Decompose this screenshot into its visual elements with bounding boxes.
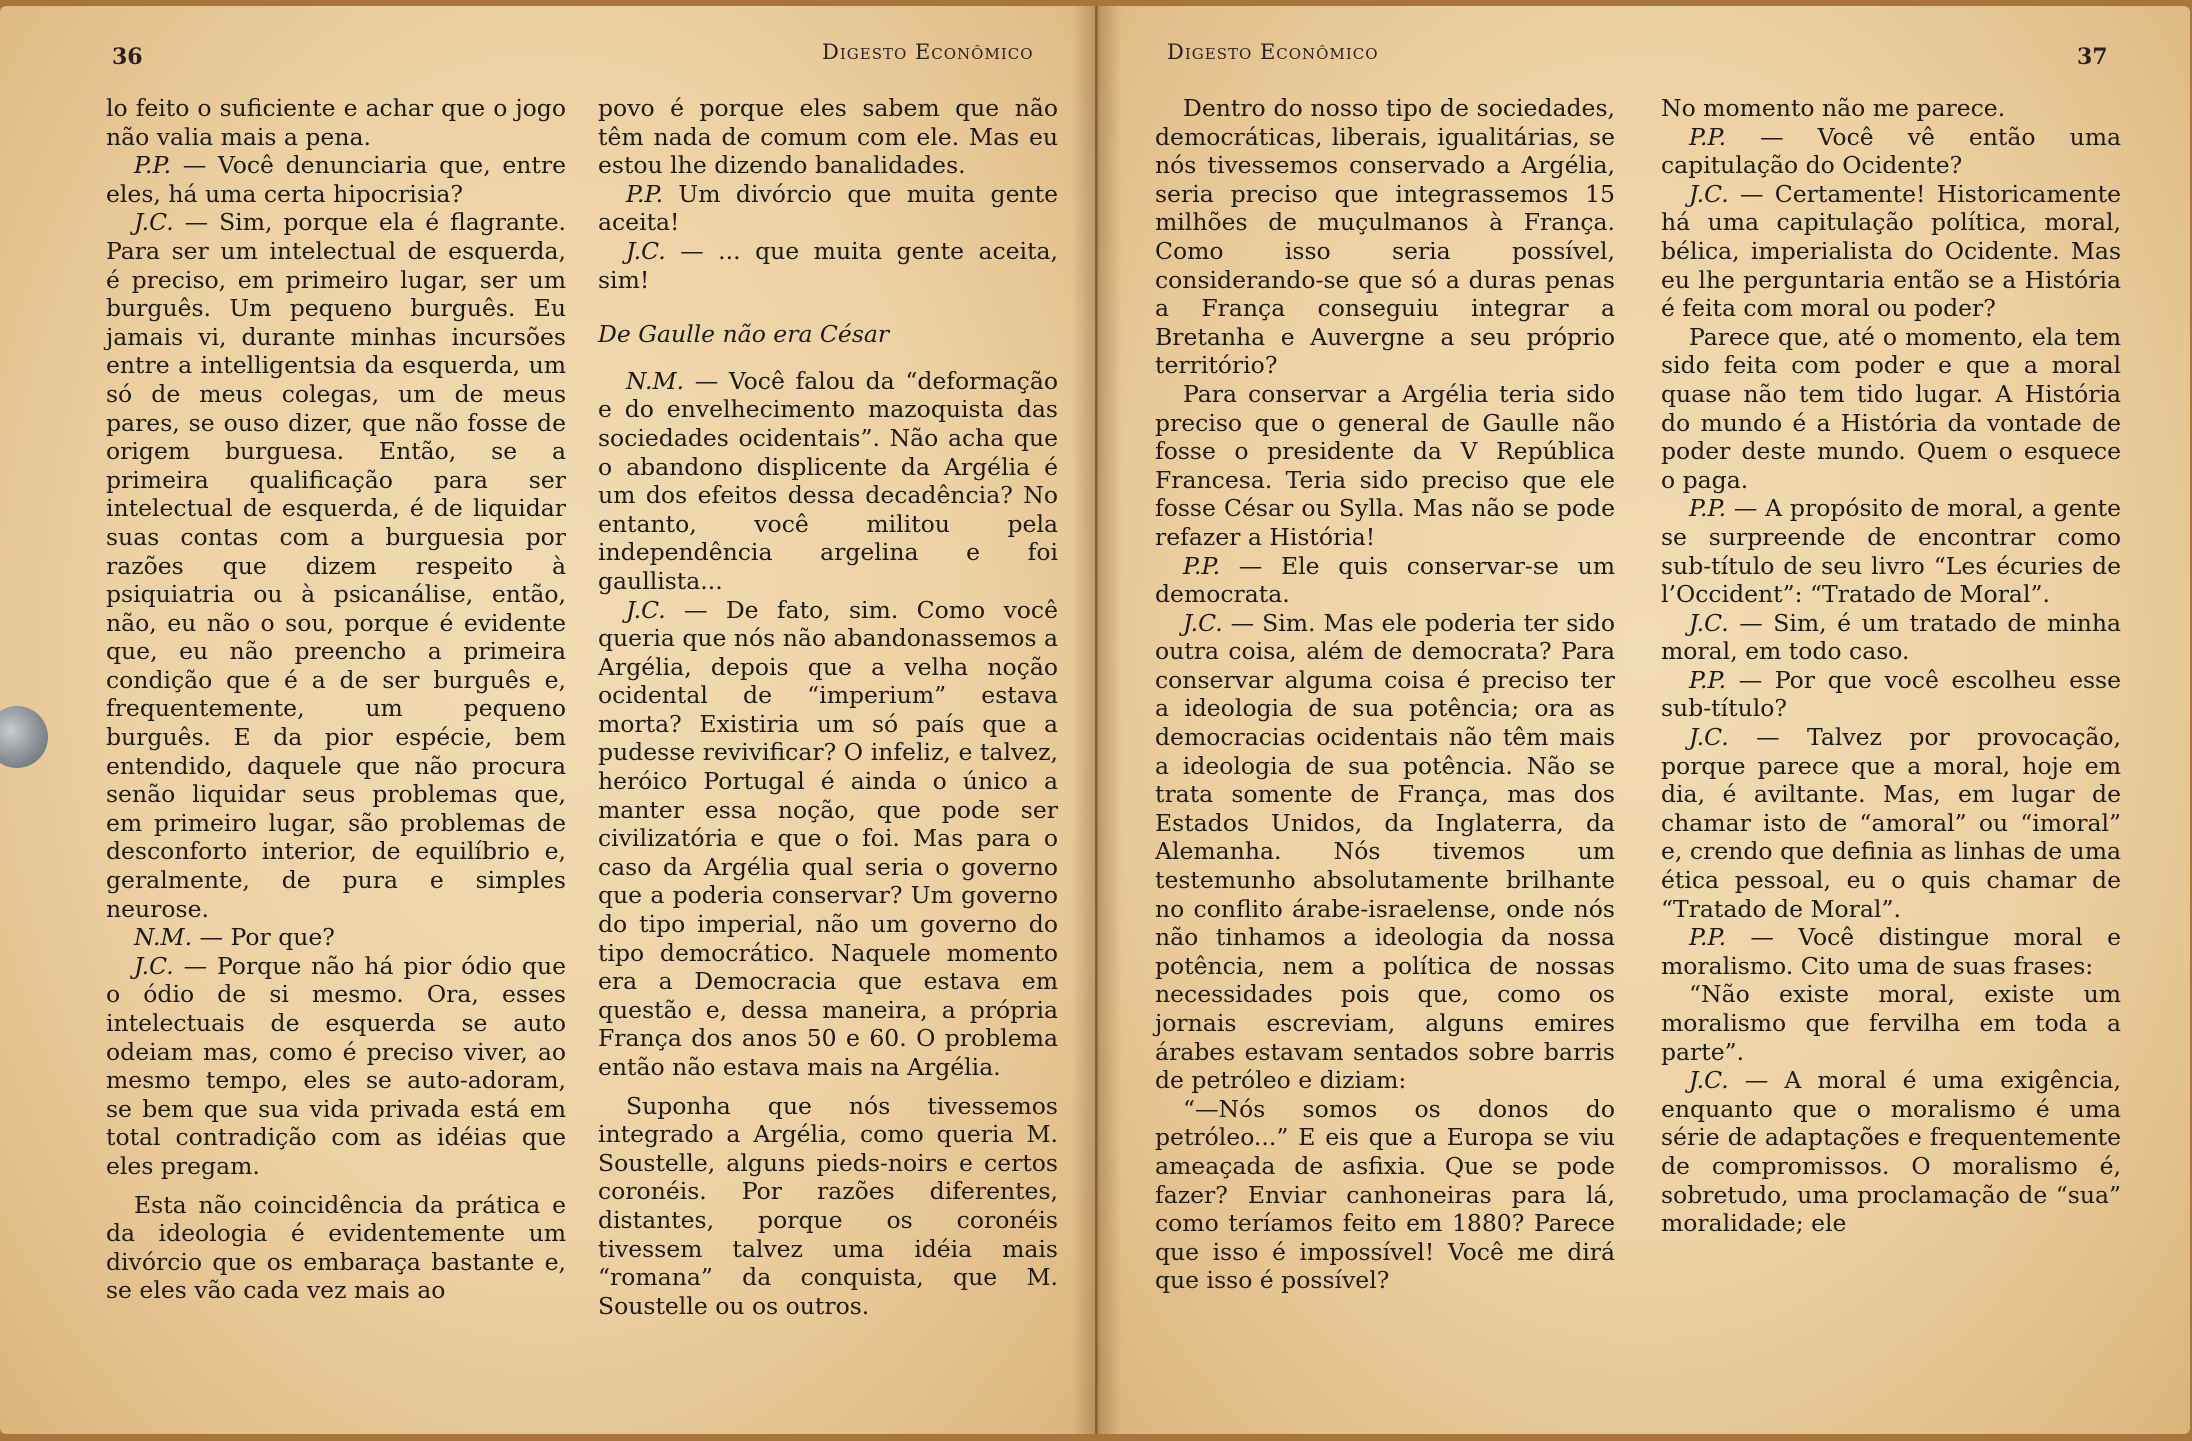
paragraph: [1155, 94, 1615, 380]
paragraph: [1661, 666, 2121, 723]
paragraph: [106, 208, 566, 923]
paragraph: [1155, 552, 1615, 609]
paragraph-text: — Sim, porque ela é flagrante. Para ser um intelectual de esquerda, é preciso, em primeiro lugar, ser um burguês. Um pequeno burguês. Eu jamais vi, durante minhas incursões entre a intelligentsia da esquerda, um só de meus colegas, um de meus pares, se ouso dizer, que não fosse de origem burguesa. Então, se a primeira qualificação para ser intelectual de esquerda, é de liquidar suas contas com a burguesia por razões que dizem respeito à psiquiatria ou à psicanálise, então, não, eu não o sou, porque é evidente que, eu não preencho a primeira condição que é a de ser burguês e, frequentemente, um pequeno burguês. E da pior espécie, bem entendido, daquele que não procura senão liquidar seus problemas que, em primeiro lugar, são problemas de desconforto interior, de equilíbrio e, geralmente, de pura e simples neurose.: [106, 208, 566, 923]
paragraph: [1155, 380, 1615, 552]
page-number-left: 36: [112, 44, 143, 70]
paragraph: [1661, 723, 2121, 923]
paragraph-text: povo é porque eles sabem que não têm nada de comum com ele. Mas eu estou lhe dizendo banalidades.: [598, 94, 1058, 180]
paragraph-text: Parece que, até o momento, ela tem sido feita com poder e que a moral quase não tem tido lugar. A História do mundo é a História da vontade de poder deste mundo. Quem o esquece o paga.: [1661, 322, 2121, 494]
paragraph-text: — Certamente! Historicamente há uma capitulação política, moral, bélica, imperialista do Ocidente. Mas eu lhe perguntaria então se a História é feita com moral ou poder?: [1661, 179, 2121, 323]
paragraph-text: Para conservar a Argélia teria sido preciso que o general de Gaulle não fosse o presidente da V República Francesa. Teria sido preciso que ele fosse César ou Sylla. Mas não se pode refazer a História!: [1155, 379, 1615, 551]
paragraph: [106, 94, 566, 151]
speaker-initials: P.P.: [626, 179, 664, 208]
paragraph-text: — Por que?: [192, 923, 335, 952]
paragraph-text: — Você vê então uma capitulação do Ocidente?: [1661, 122, 2121, 180]
paragraph-text: — A moral é uma exigência, enquanto que o moralismo é uma série de adaptações e frequentemente de compromissos. O moralismo é, sobretudo, uma proclamação de “sua” moralidade; ele: [1661, 1066, 2121, 1238]
paragraph: [1661, 494, 2121, 608]
paragraph-text: — Talvez por provocação, porque parece que a moral, hoje em dia, é aviltante. Mas, em lugar de chamar isto de “amoral” ou “imoral” e, crendo que definia as linhas de uma ética pessoal, eu o quis chamar de “Tratado de Moral”.: [1661, 723, 2121, 923]
binder-clip: [0, 706, 48, 768]
paragraph-text: No momento não me parece.: [1661, 94, 2006, 122]
running-header-left: Digesto Econômico: [822, 40, 1034, 64]
paragraph-text: — Você distingue moral e moralismo. Cito uma de suas frases:: [1661, 923, 2121, 980]
speaker-initials: J.C.: [626, 595, 666, 624]
speaker-initials: P.P.: [1689, 122, 1727, 151]
paragraph: [1661, 609, 2121, 666]
paragraph: [1661, 123, 2121, 180]
paragraph-text: — Você falou da “deformação e do envelhecimento mazoquista das sociedades ocidentais”. Não acha que o abandono displicente da Argélia é um dos efeitos dessa decadência? No entanto, você militou pela independência argelina e foi gaullista...: [598, 366, 1058, 595]
paragraph-text: — Você denunciaria que, entre eles, há uma certa hipocrisia?: [106, 151, 566, 208]
right-page-column-2: [1661, 94, 2121, 1238]
paragraph: [1661, 923, 2121, 980]
paragraph: [106, 952, 566, 1181]
speaker-initials: J.C.: [1689, 179, 1729, 208]
speaker-initials: J.C.: [1689, 1066, 1729, 1095]
paragraph: [1661, 94, 2121, 123]
right-page-column-1: [1155, 94, 1615, 1295]
speaker-initials: J.C.: [1689, 608, 1729, 637]
speaker-initials: J.C.: [134, 951, 174, 980]
paragraph: [106, 1191, 566, 1305]
right-page: [1097, 6, 2190, 1434]
paragraph-text: — Por que você escolheu esse sub-título?: [1661, 665, 2121, 723]
paragraph: [598, 237, 1058, 294]
left-page-column-2: [598, 94, 1058, 1320]
speaker-initials: P.P.: [1689, 665, 1727, 694]
paragraph: [1661, 980, 2121, 1066]
speaker-initials: P.P.: [1689, 923, 1727, 952]
paragraph-text: Dentro do nosso tipo de sociedades, democráticas, liberais, igualitárias, se nós tivessemos conservado a Argélia, seria preciso que integrassemos 15 milhões de muçulmanos à França. Como isso seria possível, considerando-se que só a duras penas a França conseguiu integrar a Bretanha e Auvergne a seu próprio território?: [1155, 94, 1615, 380]
speaker-initials: J.C.: [1689, 723, 1729, 752]
paragraph-text: “Não existe moral, existe um moralismo que fervilha em toda a parte”.: [1661, 980, 2121, 1066]
speaker-initials: J.C.: [1183, 608, 1223, 637]
page-number-right: 37: [2077, 44, 2108, 70]
paragraph: [598, 367, 1058, 596]
paragraph: [106, 923, 566, 952]
paragraph-text: — De fato, sim. Como você queria que nós não abandonassemos a Argélia, depois que a velha noção ocidental de “imperium” estava morta? Existiria um só país que a pudesse revivificar? O infeliz, e talvez, heróico Portugal é ainda o único a manter essa noção, que pode ser civilizatória e que o foi. Mas para o caso da Argélia qual seria o governo que a poderia conservar? Um governo do tipo imperial, não um governo do tipo democrático. Naquele momento era a Democracia que estava em questão e, dessa maneira, a própria França dos anos 50 e 60. O problema então não estava mais na Argélia.: [598, 595, 1058, 1081]
paragraph-text: — Ele quis conservar-se um democrata.: [1155, 551, 1615, 609]
speaker-initials: N.M.: [626, 366, 685, 395]
paragraph-text: — A propósito de moral, a gente se surpreende de encontrar como sub-título de seu livro “Les écuries de l’Occident”: “Tratado de Moral”.: [1661, 494, 2121, 609]
paragraph-text: — Porque não há pior ódio que o ódio de si mesmo. Ora, esses intelectuais de esquerda se auto odeiam mas, como é preciso viver, ao mesmo tempo, eles se auto-adoram, se bem que sua vida privada está em total contradição com as idéias que eles pregam.: [106, 951, 566, 1180]
paragraph: [1155, 1095, 1615, 1295]
paragraph-text: — Sim, é um tratado de minha moral, em todo caso.: [1661, 608, 2121, 666]
paragraph: [1155, 609, 1615, 1095]
paragraph-text: — Sim. Mas ele poderia ter sido outra coisa, além de democrata? Para conservar alguma coisa é preciso ter a ideologia de sua potência; ora as democracias ocidentais não têm mais a ideologia de sua potência. Não se trata somente de França, mas dos Estados Unidos, da Inglaterra, da Alemanha. Nós tivemos um testemunho absolutamente brilhante no conflito árabe-israelense, onde nós não tinhamos a ideologia da nossa potência, nem a política de nossas necessidades pois que, como os jornais escreviam, alguns emires árabes estavam sentados sobre barris de petróleo e diziam:: [1155, 608, 1615, 1095]
paragraph: [598, 94, 1058, 180]
paragraph: [106, 151, 566, 208]
paragraph: [1661, 180, 2121, 323]
speaker-initials: J.C.: [134, 208, 174, 237]
paragraph-text: Um divórcio que muita gente aceita!: [598, 179, 1058, 237]
running-header-right: Digesto Econômico: [1167, 40, 1379, 64]
speaker-initials: N.M.: [134, 923, 193, 952]
speaker-initials: P.P.: [1183, 551, 1221, 580]
paragraph-text: Esta não coincidência da prática e da ideologia é evidentemente um divórcio que os embaraça bastante e, se eles vão cada vez mais ao: [106, 1190, 566, 1305]
speaker-initials: P.P.: [134, 151, 172, 180]
paragraph-text: Suponha que nós tivessemos integrado a Argélia, como queria M. Soustelle, alguns pieds-noirs e certos coronéis. Por razões diferentes, distantes, porque os coronéis tivessem talvez uma idéia mais “romana” da conquista, que M. Soustelle ou os outros.: [598, 1091, 1058, 1320]
paragraph-text: “—Nós somos os donos do petróleo...” E eis que a Europa se viu ameaçada de asfixia. Que se pode fazer? Enviar canhoneiras para lá, como teríamos feito em 1880? Parece que isso é impossível! Você me dirá que isso é possível?: [1155, 1094, 1615, 1295]
speaker-initials: P.P.: [1689, 494, 1727, 523]
speaker-initials: J.C.: [626, 236, 666, 265]
paragraph-text: — ... que muita gente aceita, sim!: [598, 236, 1058, 294]
paragraph: [598, 596, 1058, 1082]
paragraph: [1661, 1066, 2121, 1238]
book-spine: [1072, 6, 1122, 1434]
paragraph: [598, 180, 1058, 237]
paragraph-text: lo feito o suficiente e achar que o jogo não valia mais a pena.: [106, 94, 566, 151]
left-page-column-1: [106, 94, 566, 1305]
paragraph: [598, 1092, 1058, 1321]
left-page: [0, 6, 1095, 1434]
paragraph: [1661, 323, 2121, 495]
section-heading: De Gaulle não era César: [598, 320, 890, 349]
